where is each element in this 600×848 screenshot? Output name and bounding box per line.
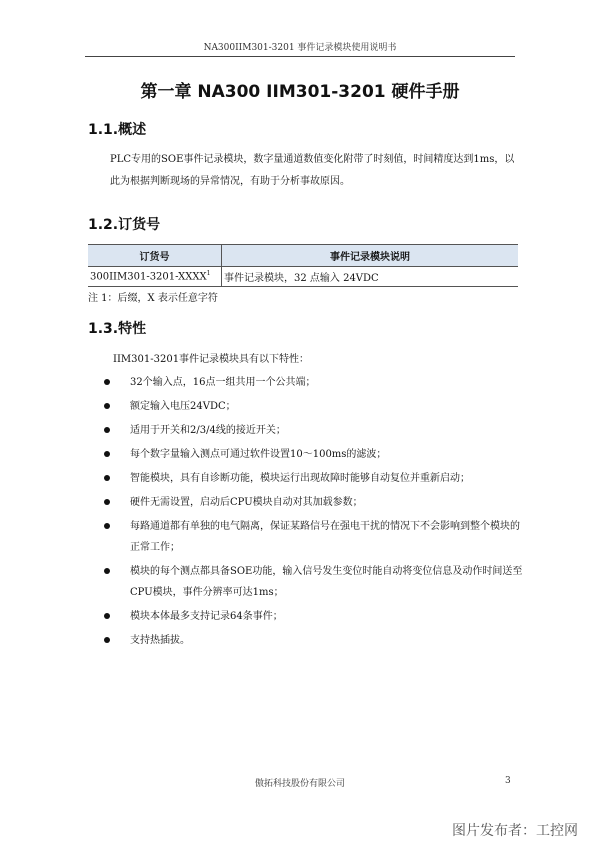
overview-paragraph xyxy=(88,149,518,193)
list-item-text: 模块本体最多支持记录64条事件； xyxy=(130,611,283,622)
list-item-text: 智能模块，具有自诊断功能，模块运行出现故障时能够自动复位并重新启动； xyxy=(130,473,470,484)
list-item xyxy=(104,372,524,393)
order-number-cell xyxy=(88,267,222,287)
section-title-order: 1.2.订货号 xyxy=(88,217,161,233)
section-title-features: 1.3.特性 xyxy=(88,321,147,337)
list-item xyxy=(104,468,524,489)
features-intro: IIM301-3201事件记录模块具有以下特性： xyxy=(113,354,310,365)
bullet-icon xyxy=(104,613,110,619)
page-header: NA300IIM301-3201 事件记录模块使用说明书 xyxy=(85,40,515,57)
bullet-icon xyxy=(104,475,110,481)
bullet-icon xyxy=(104,379,110,385)
bullet-icon xyxy=(104,523,110,529)
bullet-icon xyxy=(104,451,110,457)
table-note: 注 1：后缀，X 表示任意字符 xyxy=(88,293,218,304)
list-item-text: 每个数字量输入测点可通过软件设置10～100ms的滤波； xyxy=(130,449,387,460)
section-title-overview: 1.1.概述 xyxy=(88,122,147,138)
order-table xyxy=(88,244,518,287)
list-item-text: 额定输入电压24VDC； xyxy=(130,401,236,412)
list-item xyxy=(104,492,524,513)
list-item-text: 支持热插拔。 xyxy=(130,635,190,646)
list-item xyxy=(104,561,524,603)
bullet-icon xyxy=(104,403,110,409)
column-header-order-number: 订货号 xyxy=(88,245,222,267)
bullet-icon xyxy=(104,568,110,574)
description-cell: 事件记录模块，32 点输入 24VDC xyxy=(222,267,519,287)
list-item xyxy=(104,420,524,441)
footnote-mark: 1 xyxy=(206,270,211,278)
overview-text: PLC专用的SOE事件记录模块，数字量通道数值变化附带了时刻值，时间精度达到1ms，以此为根据判断现场的异常情况，有助于分析事故原因。 xyxy=(110,154,515,187)
table-header-row xyxy=(88,245,518,267)
column-header-description: 事件记录模块说明 xyxy=(222,245,519,267)
table-row xyxy=(88,267,518,287)
feature-list xyxy=(104,372,524,654)
list-item-text: 硬件无需设置，启动后CPU模块自动对其加载参数； xyxy=(130,497,363,508)
list-item-text: 模块的每个测点都具备SOE功能，输入信号发生变位时能自动将变位信息及动作时间送至CPU模块，事件分辨率可达1ms； xyxy=(130,566,523,598)
bullet-icon xyxy=(104,637,110,643)
bullet-icon xyxy=(104,427,110,433)
list-item-text: 32个输入点，16点一组共用一个公共端； xyxy=(130,377,316,388)
chapter-title: 第一章 NA300 IIM301-3201 硬件手册 xyxy=(140,82,460,102)
watermark: 图片发布者：工控网 xyxy=(452,823,578,839)
list-item xyxy=(104,630,524,651)
company-name: 傲拓科技股份有限公司 xyxy=(254,779,345,789)
list-item-text: 适用于开关和2/3/4线的接近开关； xyxy=(130,425,286,436)
list-item xyxy=(104,396,524,417)
order-number: 300IIM301-3201-XXXX xyxy=(90,271,207,283)
list-item-text: 每路通道都有单独的电气隔离，保证某路信号在强电干扰的情况下不会影响到整个模块的正常工作； xyxy=(130,521,520,553)
list-item xyxy=(104,444,524,465)
list-item xyxy=(104,516,524,558)
bullet-icon xyxy=(104,499,110,505)
page-number: 3 xyxy=(505,776,511,786)
list-item xyxy=(104,606,524,627)
